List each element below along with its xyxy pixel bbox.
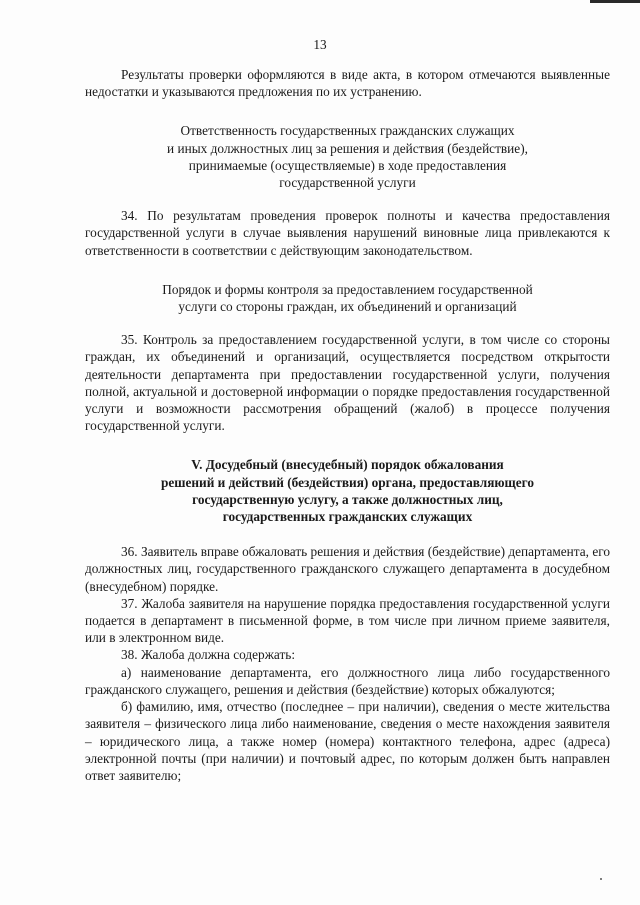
scan-edge-mark	[590, 0, 640, 3]
paragraph-35: 35. Контроль за предоставлением государственной услуги, в том числе со стороны граждан, их объединений и организаций, осуществляется посредством открытости деятельности департамента при предоставлении государственной услуги, получения полной, актуальной и достоверной информации о порядке предоставления государственной услуги и возможности рассмотрения обращений (жалоб) в процессе получения государственной услуги.	[85, 332, 610, 434]
heading-responsibility	[125, 122, 570, 191]
paragraph-38: 38. Жалоба должна содержать:	[121, 647, 296, 663]
scan-speck	[600, 878, 602, 880]
heading-line: государственную услугу, а также должностных лиц,	[192, 491, 503, 507]
page-number: 13	[313, 37, 327, 52]
page-content	[85, 66, 610, 784]
heading-line: решений и действий (бездействия) органа, предоставляющего	[160, 474, 535, 490]
section-v-heading	[95, 456, 600, 525]
heading-line: V. Досудебный (внесудебный) порядок обжалования	[191, 457, 504, 473]
paragraph-34: 34. По результатам проведения проверок полноты и качества предоставления государственной услуги в случае выявления нарушений виновные лица привлекаются к ответственности в соответствии с действующим законодательством.	[85, 208, 610, 258]
heading-line: Порядок и формы контроля за предоставлением государственной	[162, 281, 533, 297]
heading-line: государственных гражданских служащих	[222, 509, 473, 525]
heading-line: государственной услуги	[279, 175, 416, 191]
heading-line: и иных должностных лиц за решения и действия (бездействие),	[167, 140, 528, 156]
heading-control-forms	[125, 281, 570, 315]
heading-line: услуги со стороны граждан, их объединений и организаций	[178, 299, 517, 315]
heading-line: принимаемые (осуществляемые) в ходе предоставления	[188, 157, 507, 173]
paragraph-inspection-act: Результаты проверки оформляются в виде акта, в котором отмечаются выявленные недостатки и указываются предложения по их устранению.	[85, 67, 610, 100]
paragraph-38a: а) наименование департамента, его должностного лица либо государственного гражданского служащего, решения и действия (бездействие) которых обжалуются;	[85, 664, 610, 697]
heading-line: Ответственность государственных гражданских служащих	[180, 123, 515, 139]
paragraph-38b: б) фамилию, имя, отчество (последнее – при наличии), сведения о месте жительства заявителя – физического лица либо наименование, сведения о месте нахождения заявителя – юридического лица, а также номер (номера) контактного телефона, адрес (адреса) электронной почты (при наличии) и почтовый адрес, по которым должен быть направлен ответ заявителю;	[85, 699, 610, 783]
paragraph-36: 36. Заявитель вправе обжаловать решения и действия (бездействие) департамента, его должностных лиц, государственного гражданского служащего департамента в досудебном (внесудебном) порядке.	[85, 544, 610, 594]
paragraph-37: 37. Жалоба заявителя на нарушение порядка предоставления государственной услуги подается в департамент в письменной форме, в том числе при личном приеме заявителя, или в электронном виде.	[85, 595, 610, 646]
